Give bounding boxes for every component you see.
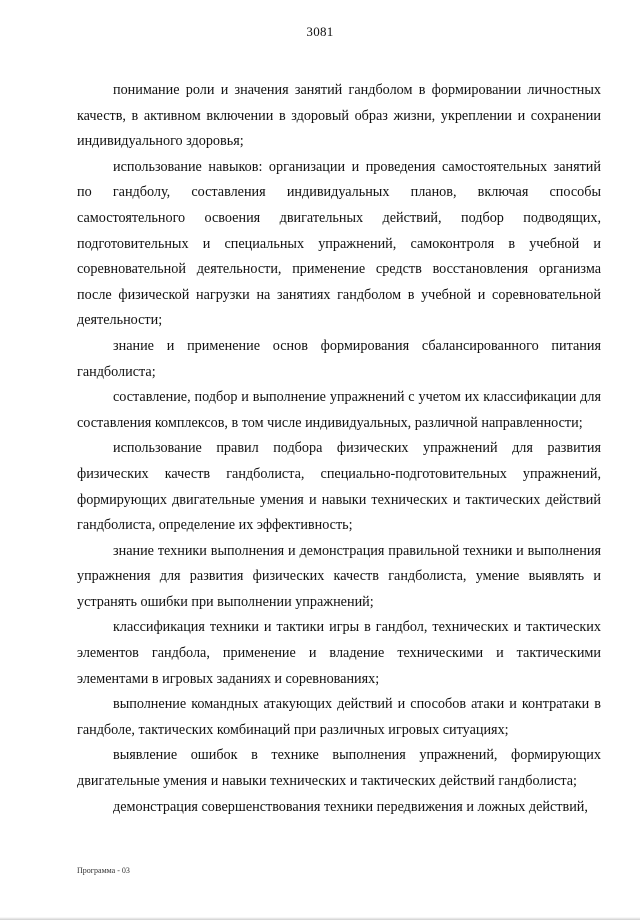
paragraph-movement-demo: демонстрация совершенствования техники передвижения и ложных действий, (113, 798, 588, 815)
paragraph-exercise-rules: использование правил подбора физических упражнений для развития физических качеств гандболиста, специально-подготовительных упражнений, формирующих двигательные умения и навыки технических и тактических действий гандболиста, определение их эффективность; (77, 440, 601, 534)
paragraph-team-attack: выполнение командных атакующих действий и способов атаки и контратаки в гандболе, тактических комбинаций при различных игровых ситуациях; (77, 696, 601, 738)
paragraph-technique-knowledge: знание техники выполнения и демонстрация правильной техники и выполнения упражнения для развития физических качеств гандболиста, умение выявлять и устранять ошибки при выполнении упражнений; (77, 542, 601, 610)
paragraph-nutrition: знание и применение основ формирования сбалансированного питания гандболиста; (77, 337, 601, 380)
footer-note: Программа - 03 (77, 866, 130, 875)
paragraph-skills-usage: использование навыков: организации и проведения самостоятельных занятий по гандболу, составления индивидуальных планов, включая способы самостоятельного освоения двигательных действий, подбор подводящих, подготовительных и специальных упражнений, самоконтроля в учебной и соревновательной деятельности, применение средств восстановления организма после физической нагрузки на занятиях гандболом в учебной и соревновательной деятельности; (77, 158, 601, 329)
document-body (77, 78, 601, 820)
paragraph-tactics-classification: классификация техники и тактики игры в гандбол, технических и тактических элементов гандбола, применение и владение техническими и тактическими элементами в игровых заданиях и соревнованиях; (77, 619, 601, 687)
paragraph-personal-qualities: понимание роли и значения занятий гандболом в формировании личностных качеств, в активном включении в здоровый образ жизни, укреплении и сохранении индивидуального здоровья; (77, 82, 601, 150)
page-number: 3081 (306, 24, 334, 39)
paragraph-error-detection: выявление ошибок в технике выполнения упражнений, формирующих двигательные умения и навыки технических и тактических действий гандболиста; (77, 747, 601, 790)
paragraph-exercise-selection: составление, подбор и выполнение упражнений с учетом их классификации для составления комплексов, в том числе индивидуальных, различной направленности; (77, 389, 601, 431)
